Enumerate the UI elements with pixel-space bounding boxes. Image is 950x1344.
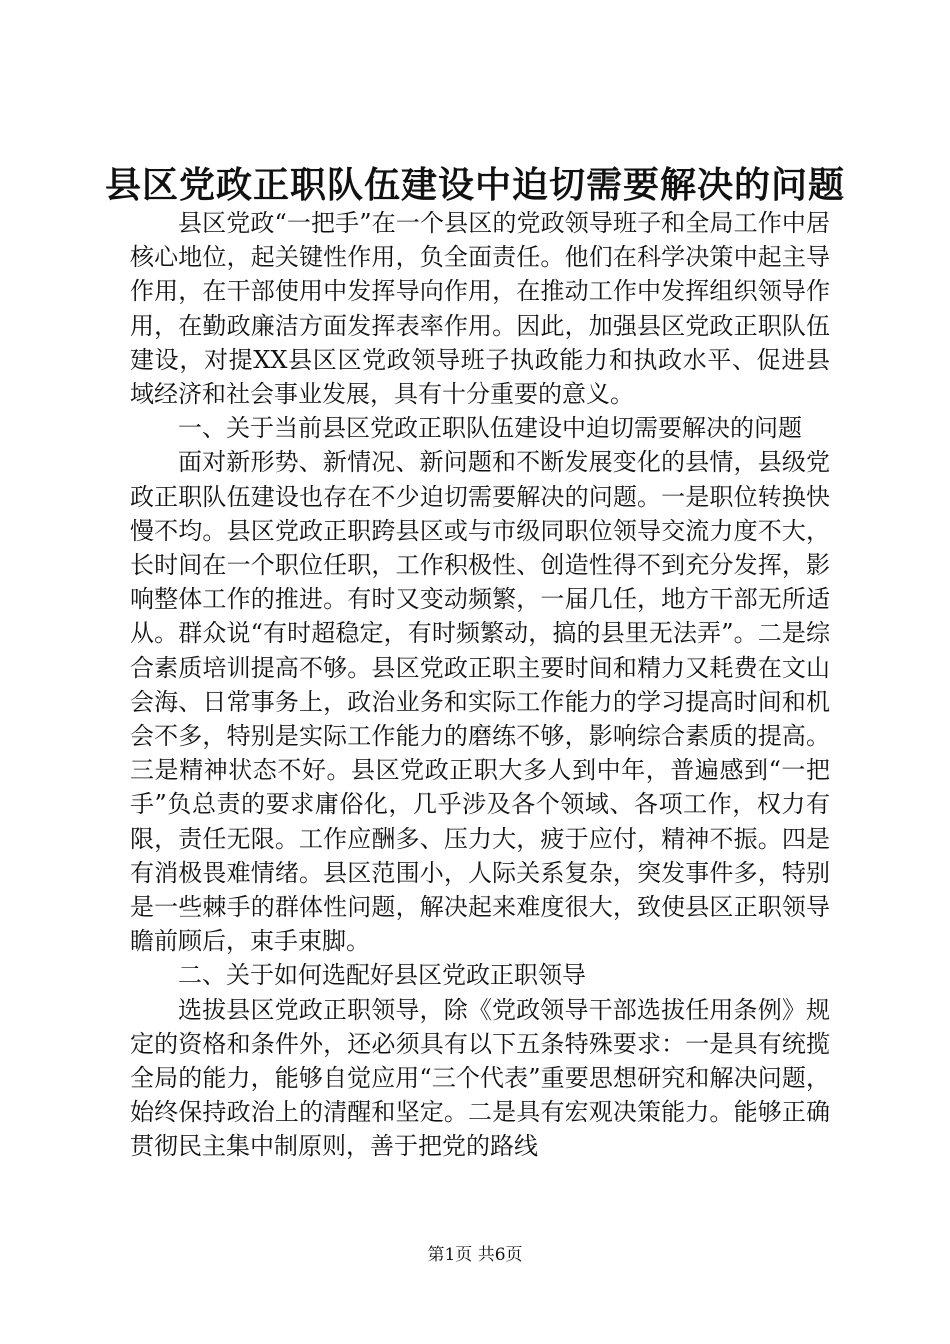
paragraph-selection: 选拔县区党政正职领导，除《党政领导干部选拔任用条例》规定的资格和条件外，还必须具有以下五条特殊要求：一是具有统揽全局的能力，能够自觉应用“三个代表”重要思想研究和解决问题，始终保持政治上的清醒和坚定。二是具有宏观决策能力。能够正确贯彻民主集中制原则，善于把党的路线	[130, 995, 830, 1161]
paragraph-problems: 面对新形势、新情况、新问题和不断发展变化的县情，县级党政正职队伍建设也存在不少迫切需要解决的问题。一是职位转换快慢不均。县区党政正职跨县区或与市级同职位领导交流力度不大，长时间在一个职位任职，工作积极性、创造性得不到充分发挥，影响整体工作的推进。有时又变动频繁，一届几任，地方干部无所适从。群众说“有时超稳定，有时频繁动，搞的县里无法弄”。二是综合素质培训提高不够。县区党政正职主要时间和精力又耗费在文山会海、日常事务上，政治业务和实际工作能力的学习提高时间和机会不多，特别是实际工作能力的磨练不够，影响综合素质的提高。三是精神状态不好。县区党政正职大多人到中年，普遍感到“一把手”负总责的要求庸俗化，几乎涉及各个领域、各项工作，权力有限，责任无限。工作应酬多、压力大，疲于应付，精神不振。四是有消极畏难情绪。县区范围小，人际关系复杂，突发事件多，特别是一些棘手的群体性问题，解决起来难度很大，致使县区正职领导瞻前顾后，束手束脚。	[130, 448, 830, 956]
section-heading-1: 一、关于当前县区党政正职队伍建设中迫切需要解决的问题	[178, 414, 802, 443]
document-title: 县区党政正职队伍建设中迫切需要解决的问题	[104, 164, 845, 206]
page-footer: 第1页 共6页	[427, 1245, 523, 1265]
document-body	[130, 206, 830, 1164]
paragraph-intro: 县区党政“一把手”在一个县区的党政领导班子和全局工作中居核心地位，起关键性作用，负全面责任。他们在科学决策中起主导作用，在干部使用中发挥导向作用，在推动工作中发挥组织领导作用，在勤政廉洁方面发挥表率作用。因此，加强县区党政正职队伍建设，对提XX县区区党政领导班子执政能力和执政水平、促进县域经济和社会事业发展，具有十分重要的意义。	[130, 209, 830, 409]
section-heading-2: 二、关于如何选配好县区党政正职领导	[178, 961, 586, 990]
